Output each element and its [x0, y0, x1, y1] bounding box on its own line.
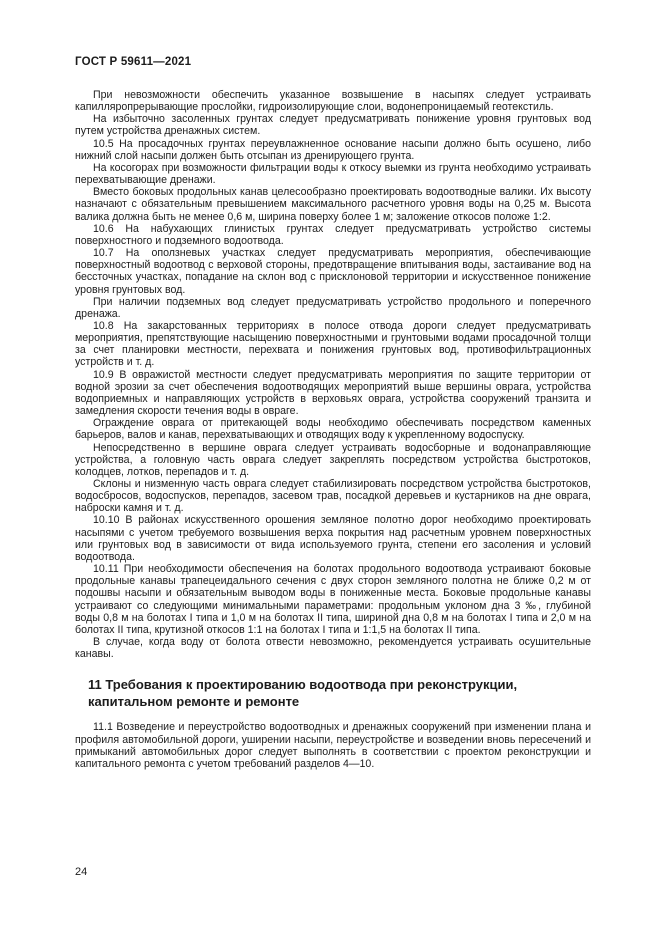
paragraph: 10.5 На просадочных грунтах переувлажненное основание насыпи должно быть осушено, либо нижний слой насыпи должен быть отсыпан из дренирующего грунта. — [75, 137, 591, 162]
paragraph: 10.10 В районах искусственного орошения земляное полотно дорог необходимо проектировать насыпями с учетом требуемого возвышения верха покрытия над расчетным уровнем поверхностных или грунтовых вод в зависимости от вида используемого грунта, степени его засоления и условий водоотвода. — [75, 514, 591, 563]
paragraph: 10.7 На оползневых участках следует предусматривать мероприятия, обеспечивающие поверхностный водоотвод с верховой стороны, предотвращение впитывания воды, застаивание вод на бессточных участках, попадание на склон вод с присклоновой территории и искусственное понижение уровня грунтовых вод. — [75, 247, 591, 296]
paragraph: 11.1 Возведение и переустройство водоотводных и дренажных сооружений при изменении плана и профиля автомобильной дороги, уширении насыпи, переустройстве и возведении вновь пересечений и примыканий автомобильных дорог следует выполнять в соответствии с проектом реконструкции и капитального ремонта с учетом требований разделов 4—10. — [75, 721, 591, 770]
paragraph: 10.6 На набухающих глинистых грунтах следует предусматривать устройство системы поверхностного и подземного водоотвода. — [75, 222, 591, 247]
paragraph: Вместо боковых продольных канав целесообразно проектировать водоотводные валики. Их высоту назначают с обязательным превышением максимального расчетного уровня воды на 0,25 м. Высота валика должна быть не менее 0,6 м, ширина поверху более 1 м; заложение откосов положе 1:2. — [75, 186, 591, 223]
paragraph: 10.8 На закарстованных территориях в полосе отвода дороги следует предусматривать мероприятия, препятствующие насыщению поверхностными и грунтовыми водами просадочной толщи за счет планировки местности, перехвата и понижения грунтовых вод, противофильтрационных устройств и т. д. — [75, 319, 591, 369]
paragraph: 10.11 При необходимости обеспечения на болотах продольного водоотвода устраивают боковые продольные канавы трапецеидального сечения с двух сторон земляного полотна не ближе 0,2 м от подошвы насыпи и обязательным выводом воды в пониженные места. Боковые продольные канавы устраивают со следующими минимальными параметрами: продольным уклоном дна 3 ‰, глубиной воды 0,8 м на болотах I типа и 1,0 м на болотах II типа, шириной дна 0,8 м на болотах I типа и 2,0 м на болотах II типа, крутизной откосов 1:1 на болотах I типа и 1:1,5 на болотах II типа. — [75, 563, 591, 636]
paragraph: На избыточно засоленных грунтах следует предусматривать понижение уровня грунтовых вод путем устройства дренажных систем. — [75, 113, 591, 138]
paragraph: На косогорах при возможности фильтрации воды к откосу выемки из грунта необходимо устраивать перехватывающие дренажи. — [75, 161, 591, 187]
paragraph: Склоны и низменную часть оврага следует стабилизировать посредством устройства быстротоков, водосбросов, водоспусков, перепадов, засевом трав, посадкой деревьев и кустарников на дне оврага, наброски камня и т. д. — [75, 478, 591, 515]
paragraph: Непосредственно в вершине оврага следует устраивать водосборные и водонаправляющие устройства, а головную часть оврага следует закреплять посредством устройства быстротоков, колодцев, лотков, перепадов и т. д. — [75, 441, 591, 478]
page-content — [75, 56, 591, 770]
paragraph: 10.9 В овражистой местности следует предусматривать мероприятия по защите территории от водной эрозии за счет обеспечения водоотводящих мероприятий выше вершины оврага, устройства водоприемных и направляющих устройств в верховьях оврага, устройства сооружений транзита и замедления скорости течения воды в овраге. — [75, 368, 591, 418]
paragraph: При невозможности обеспечить указанное возвышение в насыпях следует устраивать капилляропрерывающие прослойки, гидроизолирующие слои, водонепроницаемый геотекстиль. — [75, 89, 591, 114]
section-heading-line2: капитальном ремонте и ремонте — [88, 694, 300, 710]
page-number: 24 — [75, 866, 88, 878]
paragraph: Ограждение оврага от притекающей воды необходимо обеспечивать посредством каменных барьеров, валов и канав, перехватывающих и отводящих воду к укрепленному водоспуску. — [75, 417, 591, 442]
section-heading — [75, 676, 591, 710]
paragraph: При наличии подземных вод следует предусматривать устройство продольного и поперечного дренажа. — [75, 295, 591, 320]
paragraph: В случае, когда воду от болота отвести невозможно, рекомендуется устраивать осушительные канавы. — [75, 636, 591, 661]
section-heading-line1: 11 Требования к проектированию водоотвода при реконструкции, — [88, 677, 518, 693]
doc-number: ГОСТ Р 59611—2021 — [75, 56, 192, 68]
